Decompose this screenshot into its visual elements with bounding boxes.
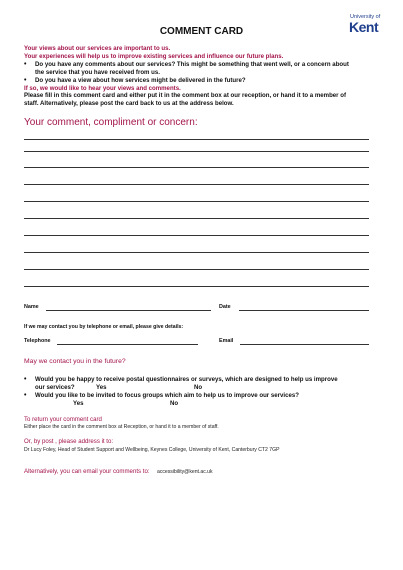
comment-line[interactable] bbox=[24, 218, 369, 219]
intro-block bbox=[24, 45, 386, 108]
email-field[interactable] bbox=[240, 344, 369, 345]
comment-line[interactable] bbox=[24, 235, 369, 236]
intro-line-1: Your views about our services are important to us. bbox=[24, 45, 171, 52]
question-1: • Would you be happy to receive postal questionnaires or surveys, which are designed to help us improve bbox=[24, 376, 384, 384]
return-text: Either place the card in the comment box at Reception, or hand it to a member of staff. bbox=[24, 424, 219, 430]
question-1-yes[interactable]: Yes bbox=[96, 383, 107, 391]
telephone-field[interactable] bbox=[57, 344, 198, 345]
comment-line[interactable] bbox=[24, 151, 369, 152]
question-2-no[interactable]: No bbox=[170, 400, 179, 407]
name-field[interactable] bbox=[46, 310, 211, 311]
question-2-block bbox=[24, 392, 384, 400]
email-heading: Alternatively, you can email your comments to: bbox=[24, 468, 150, 475]
comment-line[interactable] bbox=[24, 167, 369, 168]
date-field[interactable] bbox=[239, 310, 369, 311]
logo-kent: Kent bbox=[349, 19, 379, 35]
comment-line[interactable] bbox=[24, 201, 369, 202]
intro-bullet-1: • Do you have any comments about our services? This might be something that went well, or a concern about bbox=[24, 61, 386, 69]
question-2-yes[interactable]: Yes bbox=[73, 400, 84, 407]
name-label: Name bbox=[24, 304, 39, 310]
contact-heading: May we contact you in the future? bbox=[24, 358, 126, 365]
intro-line-5: staff. Alternatively, please post the card back to us at the address below. bbox=[24, 100, 234, 108]
date-label: Date bbox=[219, 304, 231, 310]
email-address-link[interactable]: accessibility@kent.ac.uk bbox=[157, 469, 213, 475]
intro-line-3: If so, we would like to hear your views and comments. bbox=[24, 84, 181, 92]
intro-bullet-2: • Do you have a view about how services might be delivered in the future? bbox=[24, 77, 386, 85]
question-1-cont: our services? bbox=[35, 383, 75, 391]
intro-line-4: Please fill in this comment card and either put it in the comment box at our reception, or hand it to a member of bbox=[24, 92, 347, 100]
comment-line[interactable] bbox=[24, 269, 369, 270]
comment-line[interactable] bbox=[24, 286, 369, 287]
email-label: Email bbox=[219, 338, 234, 344]
telephone-label: Telephone bbox=[24, 338, 51, 344]
contact-prompt: If we may contact you by telephone or email, please give details: bbox=[24, 324, 184, 330]
intro-line-2: Your experiences will help us to improve existing services and influence our future plans. bbox=[24, 52, 284, 60]
return-heading: To return your comment card bbox=[24, 416, 102, 423]
question-2: • Would you like to be invited to focus groups which aim to help us to improve our services? bbox=[24, 392, 384, 400]
comment-line[interactable] bbox=[24, 252, 369, 253]
comment-heading: Your comment, compliment or concern: bbox=[24, 117, 198, 128]
comment-line[interactable] bbox=[24, 184, 369, 185]
question-1-no[interactable]: No bbox=[194, 383, 203, 391]
comment-line[interactable] bbox=[24, 139, 369, 140]
email-line bbox=[24, 460, 213, 478]
contact-questions bbox=[24, 376, 384, 391]
postal-address: Dr Lucy Foley, Head of Student Support and Wellbeing, Keynes College, University of Kent, Canterbury CT2 7GP bbox=[24, 447, 280, 453]
logo-university-of: University of bbox=[350, 14, 381, 20]
page-title: COMMENT CARD bbox=[159, 26, 244, 37]
intro-bullet-1-cont: the service that you have received from us. bbox=[35, 68, 160, 76]
post-heading: Or, by post , please address it to: bbox=[24, 438, 114, 445]
